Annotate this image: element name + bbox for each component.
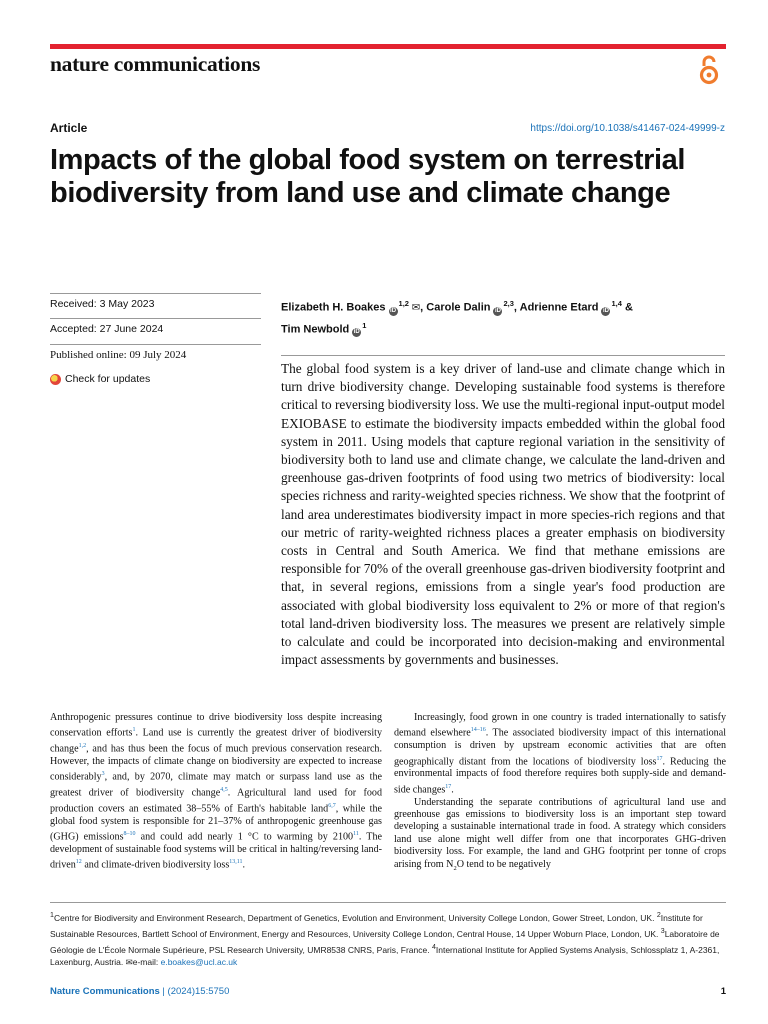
body-text: Understanding the separate contributions of agricultural land use and greenhouse gas emissions to biodiversity loss is an important step toward developing a sustainable international trade in food. A strategy which considers land use alone might well differ from one that incorporates GHG-driven biodiversity loss. For example, the land and GHG footprint per tonne of crops arising from N (394, 796, 726, 870)
citation-ref[interactable]: 12 (75, 859, 82, 866)
body-text: Anthropogenic pressures continue to drive biodiversity loss despite increasing conservation efforts (50, 712, 382, 739)
author-name[interactable]: Carole Dalin (426, 301, 491, 314)
footer-journal[interactable]: Nature Communications (50, 986, 160, 997)
author-name[interactable]: Adrienne Etard (519, 301, 599, 314)
affiliation-text: Centre for Biodiversity and Environment Research, Department of Genetics, Evolution and Environment, University College London, Gower Street, London, UK. (53, 912, 657, 923)
orcid-icon[interactable]: iD (602, 307, 609, 314)
citation-ref[interactable]: 8–10 (123, 831, 136, 838)
author-separator: , (513, 301, 517, 314)
envelope-icon: ✉ (125, 957, 133, 968)
author-affiliation-ref: 1,4 (611, 299, 622, 308)
orcid-icon[interactable]: iD (494, 307, 501, 314)
body-text: . (242, 859, 246, 871)
subscript: 2 (453, 864, 457, 872)
received-date: Received: 3 May 2023 (50, 293, 261, 310)
body-text: and could add nearly 1 °C to warming by 2100 (135, 831, 354, 843)
body-text: . Agricultural land used for food production covers an estimated 38–55% of Earth's habitable land (50, 787, 382, 815)
body-column-right (394, 712, 726, 875)
body-text: Increasingly, food grown in one country is traded internationally to satisfy demand elsewhere (394, 712, 726, 739)
body-text: , and has thus been the focus of much previous conservation research. However, the impacts of climate change on biodiversity are expected to increase considerably (50, 743, 382, 783)
check-updates-label: Check for updates (65, 373, 151, 385)
citation-ref[interactable]: 17 (656, 755, 663, 762)
check-updates-button[interactable] (50, 373, 150, 385)
abstract: The global food system is a key driver of land-use and climate change which in turn drive biodiversity change. Developing sustainable food systems is therefore critical to reversing biodiversity loss. We use the multi-regional input-output model EXIOBASE to estimate the biodiversity impacts embedded within the global food system in 2011. Using models that capture regional variation in the sensitivity of biodiversity both to land use and climate change, we calculate the land-driven and greenhouse gas-driven footprints of food using two metrics of biodiversity: local species richness and rarity-weighted species richness. We show that the footprint of land area underestimates biodiversity impact in more species-rich regions and that our metric of rarity-weighted richness places a greater emphasis on biodiversity costs in Central and South America. We find that methane emissions are responsible for 70% of the overall greenhouse gas-driven biodiversity footprint and that, in several regions, emissions from a single year's food production are associated with global biodiversity loss equivalent to 2% or more of that region's total land-driven biodiversity loss. The measures we present are relatively simple to calculate and could be incorporated into decision-making and environmental impact assessments by governments and businesses. (281, 355, 725, 669)
body-text: O tend to be negatively (456, 858, 551, 870)
citation-ref[interactable]: 6,7 (328, 802, 336, 809)
orcid-icon[interactable]: iD (353, 329, 360, 336)
accepted-date: Accepted: 27 June 2024 (50, 318, 261, 335)
page-number: 1 (720, 986, 726, 997)
author-list (281, 295, 721, 338)
article-title: Impacts of the global food system on terrestrial biodiversity from land use and climate change (50, 144, 686, 209)
envelope-icon[interactable]: ✉ (408, 302, 421, 314)
body-text: and climate-driven biodiversity loss (81, 859, 230, 871)
affiliation-number: 4 (431, 942, 436, 951)
citation-ref[interactable]: 17 (445, 783, 452, 790)
doi-link[interactable]: https://doi.org/10.1038/s41467-024-49999-z (530, 123, 725, 134)
orcid-icon[interactable]: iD (390, 307, 397, 314)
affiliation-text: International Institute for Applied Systems Analysis, Schlossplatz 1, A-2361, Laxenburg, Austria. (50, 944, 720, 968)
body-text: , while the global food system is responsible for 21–37% of anthropogenic greenhouse gas (GHG) emissions (50, 803, 382, 843)
body-text: . Reducing the environmental impacts of food therefore requires both supply-side and demand-side changes (394, 755, 726, 796)
author-affiliation-ref: 1 (362, 320, 367, 330)
author-separator: , (420, 301, 424, 314)
citation-ref[interactable]: 1,2 (78, 743, 87, 750)
check-updates-icon (50, 374, 61, 385)
citation-ref[interactable]: 3 (101, 771, 105, 778)
footer-separator: | (159, 986, 168, 997)
body-text: , and, by 2070, climate may match or surpass land use as the greatest driver of biodiversity change (50, 771, 382, 799)
header-accent-bar (50, 44, 726, 49)
body-text: . The associated biodiversity impact of this international consumption is driven by upstream economic activities that are often geographically distant from the locations of biodiversity loss (394, 727, 727, 767)
email-link[interactable]: e.boakes@ucl.ac.uk (160, 957, 238, 968)
body-text: . The development of sustainable food systems will be critical in halting/reversing land-driven (50, 831, 383, 871)
citation-ref[interactable]: 13,11 (229, 859, 243, 866)
journal-name: nature communications (50, 52, 261, 76)
author-affiliation-ref: 2,3 (503, 299, 514, 308)
affiliation-text: Institute for Sustainable Resources, Bartlett School of Environment, Energy and Resources, University College London, Central House, 14 Upper Woburn Place, London, UK. (50, 912, 703, 939)
affiliation-number: 3 (660, 926, 665, 935)
author-affiliation-ref: 1,2 (398, 299, 409, 308)
affiliation-text: Laboratoire de Géologie de L'École Normale Supérieure, PSL Research University, UMR8538 CNRS, Paris, France. (50, 928, 720, 955)
author-name[interactable]: Elizabeth H. Boakes (281, 301, 386, 314)
citation-ref[interactable]: 14–16 (470, 727, 486, 734)
citation-ref[interactable]: 1 (132, 727, 136, 734)
body-column-left (50, 712, 382, 872)
author-name[interactable]: Tim Newbold (281, 323, 350, 336)
citation-ref[interactable]: 11 (353, 831, 359, 838)
citation-ref[interactable]: 4,5 (220, 787, 228, 794)
published-date: Published online: 09 July 2024 (50, 344, 261, 361)
affiliation-number: 2 (656, 911, 661, 919)
page-footer (50, 986, 726, 997)
open-access-icon (696, 54, 722, 86)
body-text: . (451, 784, 454, 796)
email-label: e-mail: (132, 957, 161, 968)
affiliations (50, 902, 726, 969)
footer-citation: (2024)15:5750 (167, 986, 230, 997)
article-type: Article (50, 121, 88, 135)
body-text: . Land use is currently the greatest driver of biodiversity change (50, 727, 382, 755)
affiliation-number: 1 (50, 911, 54, 919)
author-separator: & (624, 301, 633, 314)
